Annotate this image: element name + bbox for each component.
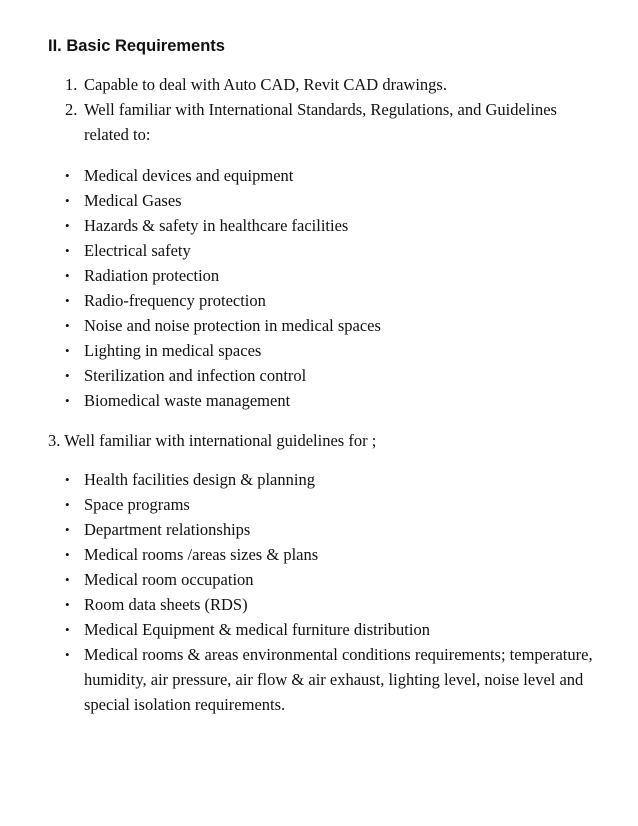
list-item xyxy=(65,617,604,642)
list-item-text: Medical rooms /areas sizes & plans xyxy=(84,545,319,564)
bullet-icon: • xyxy=(65,393,70,408)
list-item xyxy=(65,363,604,388)
list-item xyxy=(65,467,604,492)
list-item-text: Room data sheets (RDS) xyxy=(84,595,248,614)
list-number: 2. xyxy=(65,100,78,119)
list-item-text: Capable to deal with Auto CAD, Revit CAD drawings. xyxy=(84,75,447,94)
list-item xyxy=(65,542,604,567)
list-item-text: Biomedical waste management xyxy=(84,391,291,410)
list-item xyxy=(65,517,604,542)
bullet-icon: • xyxy=(65,368,70,383)
list-item-text: Hazards & safety in healthcare facilities xyxy=(84,216,349,235)
list-item xyxy=(65,72,604,97)
list-item xyxy=(65,492,604,517)
bullet-icon: • xyxy=(65,647,70,662)
bullet-icon: • xyxy=(65,572,70,587)
list-item-text: Medical room occupation xyxy=(84,570,254,589)
guidelines-bullet-list xyxy=(65,467,604,717)
bullet-icon: • xyxy=(65,343,70,358)
list-item-text: Radiation protection xyxy=(84,266,220,285)
numbered-list xyxy=(65,72,604,147)
list-item xyxy=(65,97,604,147)
list-item xyxy=(65,188,604,213)
list-item xyxy=(65,338,604,363)
list-item xyxy=(65,238,604,263)
list-item xyxy=(65,567,604,592)
list-item-text: Medical rooms & areas environmental conditions requirements; temperature, humidity, air pressure, air flow & air exhaust, lighting level, noise level and special isolation requirements. xyxy=(84,645,593,714)
list-item-text: Well familiar with International Standards, Regulations, and Guidelines related to: xyxy=(84,100,557,144)
bullet-icon: • xyxy=(65,318,70,333)
list-item xyxy=(65,263,604,288)
standards-bullet-list xyxy=(65,163,604,413)
list-item xyxy=(65,388,604,413)
bullet-icon: • xyxy=(65,497,70,512)
bullet-icon: • xyxy=(65,243,70,258)
list-item xyxy=(65,288,604,313)
list-item-text: Lighting in medical spaces xyxy=(84,341,262,360)
bullet-icon: • xyxy=(65,597,70,612)
list-item-text: Medical Equipment & medical furniture distribution xyxy=(84,620,430,639)
list-item xyxy=(65,163,604,188)
list-item xyxy=(65,213,604,238)
item-3-text: 3. Well familiar with international guidelines for ; xyxy=(48,431,377,450)
bullet-icon: • xyxy=(65,522,70,537)
bullet-icon: • xyxy=(65,472,70,487)
list-item-text: Medical devices and equipment xyxy=(84,166,294,185)
list-item-text: Electrical safety xyxy=(84,241,191,260)
list-item-text: Sterilization and infection control xyxy=(84,366,307,385)
list-item xyxy=(65,642,604,717)
list-item xyxy=(65,313,604,338)
list-number: 1. xyxy=(65,75,78,94)
bullet-icon: • xyxy=(65,622,70,637)
list-item-text: Noise and noise protection in medical spaces xyxy=(84,316,381,335)
list-item xyxy=(65,592,604,617)
list-item-text: Space programs xyxy=(84,495,190,514)
section-heading: II. Basic Requirements xyxy=(48,37,225,55)
bullet-icon: • xyxy=(65,168,70,183)
bullet-icon: • xyxy=(65,193,70,208)
list-item-text: Radio-frequency protection xyxy=(84,291,266,310)
bullet-icon: • xyxy=(65,293,70,308)
list-item-text: Medical Gases xyxy=(84,191,182,210)
bullet-icon: • xyxy=(65,218,70,233)
list-item-text: Health facilities design & planning xyxy=(84,470,315,489)
list-item-text: Department relationships xyxy=(84,520,251,539)
bullet-icon: • xyxy=(65,547,70,562)
bullet-icon: • xyxy=(65,268,70,283)
